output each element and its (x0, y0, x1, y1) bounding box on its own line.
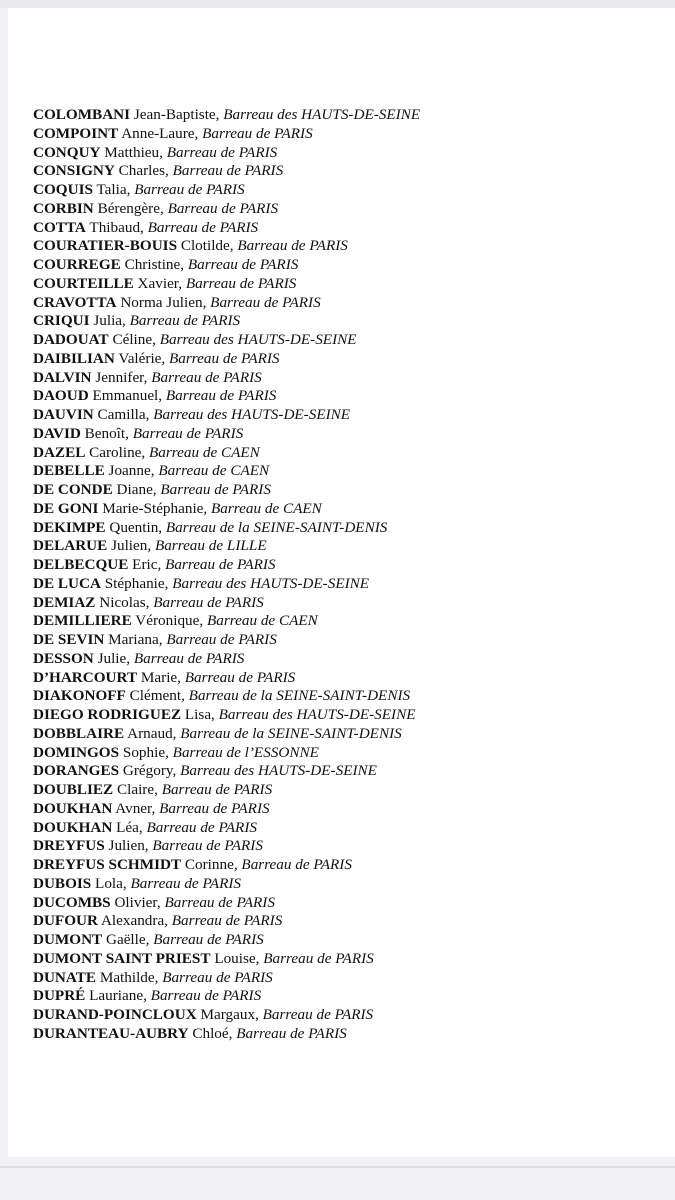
lawyer-surname: DE CONDE (33, 481, 113, 498)
lawyer-surname: DUMONT SAINT PRIEST (33, 949, 211, 967)
lawyer-surname: DUNATE (33, 968, 97, 986)
lawyer-surname: DOUBLIEZ (33, 781, 114, 798)
lawyer-given-name: Margaux, (200, 1006, 259, 1023)
list-item (33, 144, 420, 163)
lawyer-surname: DREYFUS SCHMIDT (33, 856, 182, 873)
list-item (33, 481, 420, 500)
list-item (33, 931, 420, 950)
list-item (33, 969, 420, 988)
list-item (33, 106, 420, 125)
list-item (33, 1006, 420, 1025)
lawyer-given-name: Clotilde, (180, 237, 234, 255)
bar-association: Barreau de CAEN (149, 443, 260, 461)
bar-association: Barreau des HAUTS-DE-SEINE (159, 331, 357, 348)
bar-association: Barreau de LILLE (154, 537, 267, 555)
lawyer-given-name: Jean-Baptiste, (133, 106, 220, 123)
list-item (33, 856, 420, 875)
lawyer-surname: DIEGO RODRIGUEZ (33, 706, 182, 723)
bar-association: Barreau de PARIS (132, 424, 244, 442)
list-item (33, 706, 420, 725)
list-item (33, 125, 420, 144)
bar-association: Barreau de PARIS (147, 218, 259, 236)
lawyer-surname: CONSIGNY (33, 162, 115, 180)
list-item (33, 556, 420, 575)
lawyer-given-name: Norma Julien, (120, 293, 207, 311)
bar-association: Barreau de PARIS (162, 968, 273, 986)
list-item (33, 800, 420, 819)
lawyer-given-name: Stéphanie, (104, 574, 169, 592)
lawyer-given-name: Grégory, (122, 762, 177, 780)
lawyer-surname: DESSON (33, 649, 94, 667)
page-separator (0, 1166, 675, 1168)
lawyer-surname: DOBBLAIRE (33, 724, 125, 742)
viewer-bottom-band (0, 1157, 675, 1200)
lawyer-given-name: Sophie, (122, 743, 169, 761)
lawyer-surname: DADOUAT (33, 331, 109, 348)
lawyer-given-name: Mariana, (108, 631, 163, 648)
bar-association: Barreau de PARIS (129, 312, 241, 330)
lawyer-given-name: Xavier, (137, 274, 183, 292)
list-item (33, 350, 420, 369)
bar-association: Barreau de PARIS (160, 481, 271, 498)
list-item (33, 162, 420, 181)
lawyer-given-name: Véronique, (135, 612, 204, 630)
list-item (33, 762, 420, 781)
list-item (33, 519, 420, 538)
lawyer-surname: DREYFUS (33, 837, 105, 855)
bar-association: Barreau de PARIS (167, 199, 279, 217)
list-item (33, 669, 420, 688)
bar-association: Barreau de PARIS (184, 668, 296, 686)
lawyer-given-name: Julien, (108, 837, 149, 855)
bar-association: Barreau de CAEN (211, 499, 322, 517)
lawyer-given-name: Arnaud, (127, 724, 177, 742)
lawyer-given-name: Eric, (132, 556, 162, 573)
lawyer-surname: DUCOMBS (33, 893, 111, 911)
lawyer-surname: DURAND-POINCLOUX (33, 1006, 197, 1023)
bar-association: Barreau des HAUTS-DE-SEINE (218, 706, 416, 723)
lawyer-surname: DE LUCA (33, 574, 101, 592)
list-item (33, 425, 420, 444)
lawyer-surname: DEBELLE (33, 462, 105, 480)
lawyer-surname: DOUKHAN (33, 818, 113, 836)
lawyer-surname: D’HARCOURT (33, 668, 138, 686)
bar-association: Barreau de PARIS (202, 124, 313, 142)
lawyer-given-name: Julia, (93, 312, 126, 330)
lawyer-surname: CONQUY (33, 143, 101, 161)
bar-association: Barreau des HAUTS-DE-SEINE (180, 762, 377, 780)
lawyer-surname: DAVID (33, 424, 81, 442)
bar-association: Barreau de PARIS (166, 631, 277, 648)
lawyer-given-name: Quentin, (109, 518, 163, 536)
lawyer-surname: DORANGES (33, 762, 120, 780)
bar-association: Barreau de la SEINE-SAINT-DENIS (188, 687, 411, 705)
lawyer-given-name: Marie-Stéphanie, (102, 499, 208, 517)
lawyer-given-name: Diane, (116, 481, 157, 498)
lawyer-given-name: Lola, (95, 874, 127, 892)
lawyer-given-name: Nicolas, (99, 593, 150, 611)
lawyer-given-name: Talia, (96, 181, 131, 198)
list-item (33, 631, 420, 650)
lawyer-given-name: Mathilde, (99, 968, 159, 986)
lawyer-surname: DELBECQUE (33, 556, 129, 573)
list-item (33, 462, 420, 481)
lawyer-surname: CRAVOTTA (33, 293, 117, 311)
list-item (33, 725, 420, 744)
bar-association: Barreau de PARIS (133, 649, 245, 667)
lawyer-given-name: Gaëlle, (105, 931, 150, 948)
list-item (33, 1025, 420, 1044)
lawyer-surname: DIAKONOFF (33, 687, 126, 705)
bar-association: Barreau des HAUTS-DE-SEINE (223, 106, 421, 123)
lawyer-given-name: Benoît, (84, 424, 129, 442)
bar-association: Barreau de PARIS (134, 181, 245, 198)
list-item (33, 819, 420, 838)
bar-association: Barreau de PARIS (153, 931, 264, 948)
bar-association: Barreau de PARIS (171, 912, 283, 930)
list-item (33, 837, 420, 856)
list-item (33, 387, 420, 406)
lawyer-given-name: Bérengère, (97, 199, 164, 217)
lawyer-given-name: Clément, (129, 687, 185, 705)
lawyer-given-name: Christine, (124, 256, 185, 273)
lawyer-surname: DEMILLIERE (33, 612, 132, 630)
list-item (33, 612, 420, 631)
lawyer-given-name: Lauriane, (89, 987, 147, 1005)
lawyer-surname: COLOMBANI (33, 106, 131, 123)
lawyer-given-name: Corinne, (184, 856, 238, 873)
bar-association: Barreau de PARIS (241, 856, 352, 873)
lawyer-surname: DAZEL (33, 443, 86, 461)
bar-association: Barreau de PARIS (210, 293, 321, 311)
list-item (33, 406, 420, 425)
lawyer-given-name: Charles, (118, 162, 169, 180)
bar-association: Barreau de PARIS (161, 781, 273, 798)
list-item (33, 744, 420, 763)
lawyer-surname: DUBOIS (33, 874, 92, 892)
lawyer-surname: COURREGE (33, 256, 121, 273)
bar-association: Barreau de PARIS (236, 1024, 347, 1042)
lawyer-surname: DE SEVIN (33, 631, 105, 648)
lawyer-given-name: Marie, (140, 668, 181, 686)
list-item (33, 894, 420, 913)
lawyer-surname: DOUKHAN (33, 799, 113, 817)
lawyer-given-name: Louise, (214, 949, 260, 967)
lawyer-given-name: Céline, (112, 331, 156, 348)
lawyer-surname: COURTEILLE (33, 274, 134, 292)
lawyer-given-name: Valérie, (118, 349, 166, 367)
lawyer-surname: DOMINGOS (33, 743, 120, 761)
lawyer-given-name: Joanne, (108, 462, 155, 480)
list-item (33, 256, 420, 275)
lawyer-surname: DAUVIN (33, 406, 94, 423)
list-item (33, 987, 420, 1006)
bar-association: Barreau de PARIS (165, 387, 277, 405)
list-item (33, 500, 420, 519)
bar-association: Barreau de PARIS (130, 874, 241, 892)
lawyer-given-name: Claire, (116, 781, 158, 798)
lawyer-given-name: Chloé, (192, 1024, 233, 1042)
bar-association: Barreau de la SEINE-SAINT-DENIS (165, 518, 388, 536)
bar-association: Barreau de CAEN (158, 462, 270, 480)
bar-association: Barreau des HAUTS-DE-SEINE (172, 574, 370, 592)
lawyer-surname: DAOUD (33, 387, 89, 405)
lawyer-surname: CORBIN (33, 199, 94, 217)
lawyer-surname: DEKIMPE (33, 518, 106, 536)
bar-association: Barreau de PARIS (151, 368, 262, 386)
lawyer-given-name: Thibaud, (89, 218, 144, 236)
bar-association: Barreau de PARIS (185, 274, 297, 292)
bar-association: Barreau de CAEN (206, 612, 318, 630)
bar-association: Barreau de PARIS (169, 349, 280, 367)
bar-association: Barreau de PARIS (165, 556, 276, 573)
lawyer-given-name: Lisa, (184, 706, 215, 723)
bar-association: Barreau de PARIS (152, 837, 263, 855)
list-item (33, 912, 420, 931)
bar-association: Barreau de PARIS (146, 818, 257, 836)
list-item (33, 687, 420, 706)
list-item (33, 875, 420, 894)
list-item (33, 537, 420, 556)
bar-association: Barreau de la SEINE-SAINT-DENIS (180, 724, 402, 742)
bar-association: Barreau de PARIS (237, 237, 348, 255)
lawyer-list (33, 106, 420, 1044)
bar-association: Barreau des HAUTS-DE-SEINE (153, 406, 351, 423)
lawyer-surname: DELARUE (33, 537, 108, 555)
list-item (33, 312, 420, 331)
lawyer-given-name: Julie, (97, 649, 131, 667)
lawyer-given-name: Olivier, (114, 893, 161, 911)
lawyer-given-name: Jennifer, (95, 368, 148, 386)
lawyer-given-name: Léa, (116, 818, 143, 836)
list-item (33, 331, 420, 350)
bar-association: Barreau de PARIS (150, 987, 262, 1005)
lawyer-surname: CRIQUI (33, 312, 90, 330)
lawyer-surname: COTTA (33, 218, 86, 236)
list-item (33, 294, 420, 313)
list-item (33, 219, 420, 238)
lawyer-given-name: Camilla, (97, 406, 150, 423)
lawyer-given-name: Caroline, (89, 443, 146, 461)
list-item (33, 444, 420, 463)
lawyer-surname: COMPOINT (33, 124, 119, 142)
bar-association: Barreau de PARIS (153, 593, 264, 611)
lawyer-surname: DURANTEAU-AUBRY (33, 1024, 189, 1042)
lawyer-given-name: Alexandra, (100, 912, 168, 930)
list-item (33, 650, 420, 669)
lawyer-surname: DE GONI (33, 499, 99, 517)
list-item (33, 369, 420, 388)
bar-association: Barreau de PARIS (172, 162, 284, 180)
bar-association: Barreau de PARIS (164, 893, 275, 911)
bar-association: Barreau de PARIS (166, 143, 278, 161)
lawyer-given-name: Avner, (115, 799, 156, 817)
list-item (33, 237, 420, 256)
lawyer-given-name: Julien, (111, 537, 152, 555)
list-item (33, 594, 420, 613)
list-item (33, 200, 420, 219)
lawyer-surname: DAIBILIAN (33, 349, 115, 367)
bar-association: Barreau de PARIS (187, 256, 299, 273)
list-item (33, 275, 420, 294)
lawyer-surname: COQUIS (33, 181, 93, 198)
bar-association: Barreau de PARIS (263, 949, 374, 967)
list-item (33, 950, 420, 969)
list-item (33, 181, 420, 200)
lawyer-given-name: Emmanuel, (92, 387, 163, 405)
list-item (33, 575, 420, 594)
list-item (33, 781, 420, 800)
lawyer-given-name: Matthieu, (104, 143, 163, 161)
lawyer-surname: DEMIAZ (33, 593, 96, 611)
lawyer-surname: COURATIER-BOUIS (33, 237, 178, 255)
viewer-top-band (0, 0, 675, 8)
lawyer-surname: DUPRÉ (33, 987, 86, 1005)
lawyer-given-name: Anne-Laure, (121, 124, 199, 142)
lawyer-surname: DUFOUR (33, 912, 98, 930)
lawyer-surname: DUMONT (33, 931, 103, 948)
bar-association: Barreau de l’ESSONNE (172, 743, 319, 761)
bar-association: Barreau de PARIS (262, 1006, 374, 1023)
lawyer-surname: DALVIN (33, 368, 92, 386)
bar-association: Barreau de PARIS (159, 799, 270, 817)
